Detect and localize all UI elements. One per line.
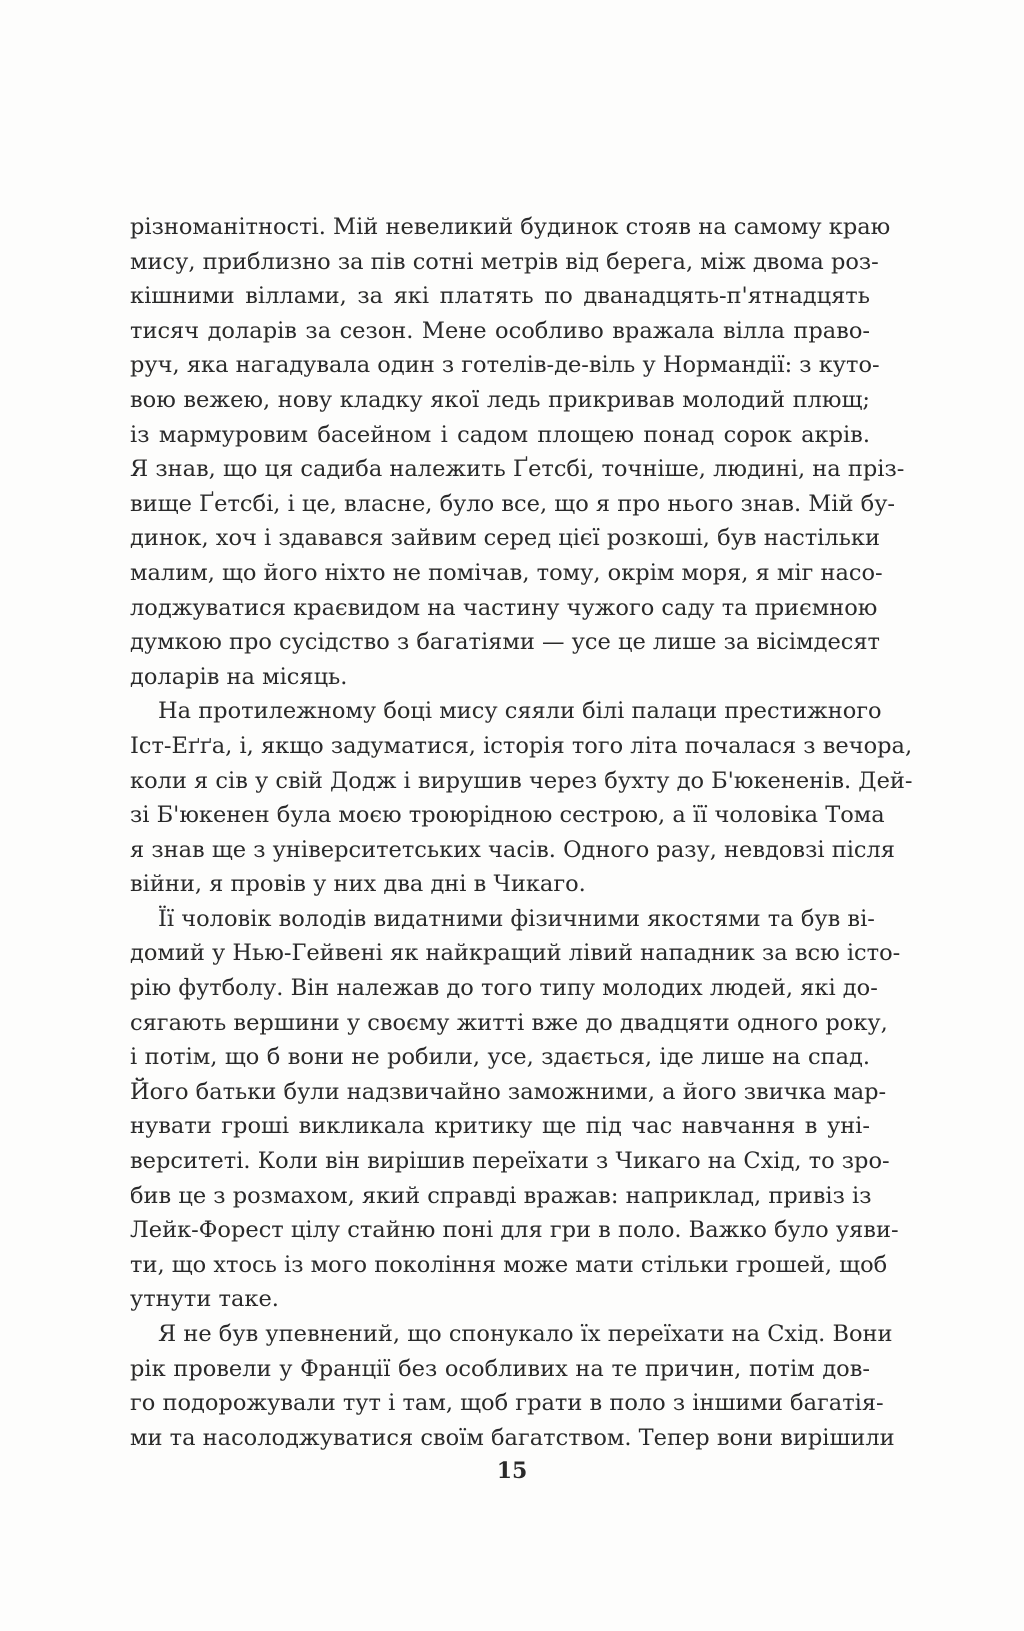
text-line: динок, хоч і здавався зайвим серед цієї розкоші, був настільки [130,525,880,552]
text-line: війни, я провів у них два дні в Чикаго. [130,871,586,898]
text-line: Її чоловік володів видатними фізичними якостями та був ві- [158,905,875,932]
text-line: думкою про сусідство з багатіями — усе це лише за вісімдесят [130,629,881,656]
text-line: Його батьки були надзвичайно заможними, а його звичка мар- [130,1078,887,1105]
text-line: нувати гроші викликала критику ще під час навчання в уні- [130,1113,870,1140]
text-line: лоджуватися краєвидом на частину чужого саду та приємною [130,594,878,621]
text-line: рік провели у Франції без особливих на те причин, потім дов- [130,1355,870,1382]
text-line: верситеті. Коли він вирішив переїхати з Чикаго на Схід, то зро- [130,1148,890,1175]
text-line: ми та насолоджуватися своїм багатством. Тепер вони вирішили [130,1424,895,1451]
text-line: зі Б'юкенен була моєю троюрідною сестрою, а її чоловіка Тома [130,802,885,829]
paragraph [130,1317,895,1455]
text-line: сягають вершини у своєму житті вже до двадцяти одного року, [130,1009,888,1036]
text-line: бив це з розмахом, який справді вражав: наприклад, привіз із [130,1182,872,1209]
text-line: коли я сів у свій Додж і вирушив через бухту до Б'юкененів. Дей- [130,767,913,794]
text-line: різноманітності. Мій невеликий будинок стояв на самому краю [130,214,891,240]
text-line: і потім, що б вони не робили, усе, здається, іде лише на спад. [130,1044,870,1071]
text-line: Іст-Еґґа, і, якщо задуматися, історія того літа почалася з вечора, [130,732,913,759]
paragraph [130,902,901,1317]
text-line: рію футболу. Він належав до того типу молодих людей, які до- [130,975,878,1002]
text-line: малим, що його ніхто не помічав, тому, окрім моря, я міг насо- [130,559,883,586]
text-line: вище Ґетсбі, і це, власне, було все, що я про нього знав. Мій бу- [130,490,896,517]
text-line: я знав ще з університетських часів. Одного разу, невдовзі після [130,836,895,863]
text-line: із мармуровим басейном і садом площею понад сорок акрів. [130,421,870,448]
text-line: Лейк-Форест цілу стайню поні для гри в поло. Важко було уяви- [130,1217,899,1244]
text-line: Я знав, що ця садиба належить Ґетсбі, точніше, людині, на пріз- [130,456,905,483]
text-line: вою вежею, нову кладку якої ледь прикривав молодий плющ; [130,386,870,413]
text-line: кішними віллами, за які платять по дванадцять-п'ятнадцять [130,283,870,310]
text-line: Я не був упевнений, що спонукало їх переїхати на Схід. Вони [158,1321,893,1347]
body-text [130,210,913,1455]
text-line: доларів на місяць. [130,663,348,690]
text-line: ти, що хтось із мого покоління може мати стільки грошей, щоб [130,1251,888,1278]
text-line: утнути таке. [130,1286,279,1313]
paragraph [130,210,905,694]
text-line: мису, приблизно за пів сотні метрів від берега, між двома роз- [130,248,879,275]
text-line: домий у Нью-Гейвені як найкращий лівий нападник за всю істо- [130,940,901,967]
text-line: На протилежному боці мису сяяли білі палаци престижного [158,698,882,725]
text-line: го подорожували тут і там, щоб грати в поло з іншими багатія- [130,1390,884,1417]
text-line: руч, яка нагадувала один з готелів-де-віль у Нормандії: з куто- [130,352,880,379]
page-number: 15 [496,1458,528,1484]
paragraph [130,694,913,902]
text-line: тисяч доларів за сезон. Мене особливо вражала вілла право- [130,317,870,344]
